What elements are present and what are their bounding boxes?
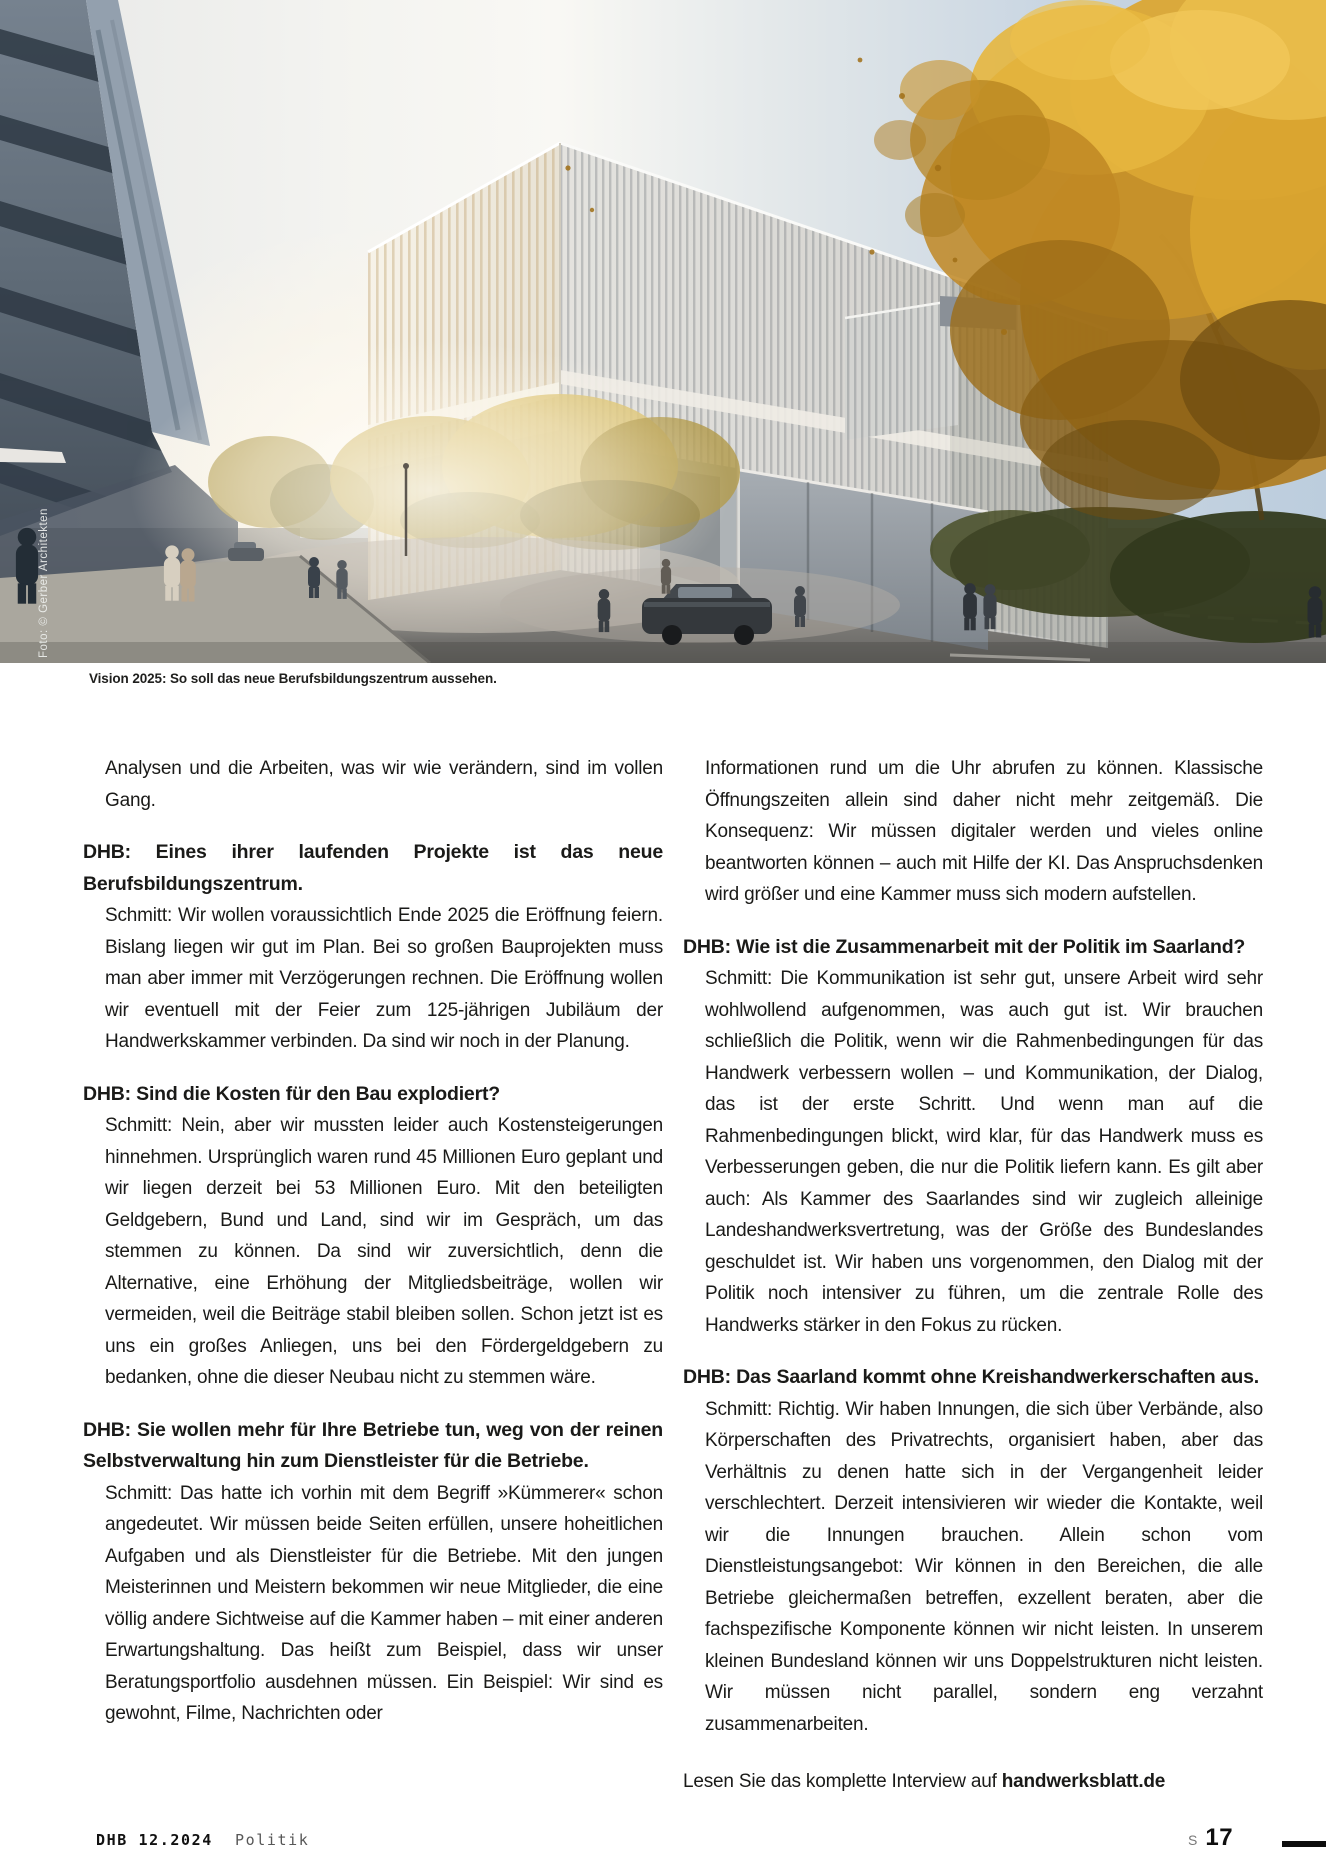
footer-rule bbox=[1282, 1841, 1326, 1847]
architecture-rendering-photo bbox=[0, 0, 1326, 663]
interview-answer: Schmitt: Wir wollen voraussichtlich Ende 2025 die Eröffnung feiern. Bislang liegen wir gut im Plan. Bei so großen Bauprojekten muss man aber immer mit Verzögerungen rechnen. Die Eröffnung wollen wir eventuell mit der Feier zum 125-jährigen Jubiläum der Handwerkskammer verbinden. Da sind wir noch in der Planung. bbox=[105, 905, 663, 1052]
interview-answer: Schmitt: Die Kommunikation ist sehr gut, unsere Arbeit wird sehr wohlwollend aufgenommen, was auch gut ist. Wir brauchen schließlich die Politik, wenn wir die Rahmenbedingungen für das Handwerk verbessern wollen – und Kommunikation, der Dialog, das ist der erste Schritt. Und wenn man auf die Rahmenbedingungen blickt, wird klar, für das Handwerk muss es Verbesserungen geben, die nur die Politik liefern kann. Es gilt aber auch: Als Kammer des Saarlandes sind wir zugleich alleinige Landeshandwerksvertretung, was der Größe des Bundeslandes geschuldet ist. Wir haben uns vorgenommen, den Dialog mit der Politik noch intensiver zu führen, um die zentrale Rolle des Handwerks stärker in den Fokus zu rücken. bbox=[705, 968, 1263, 1336]
photo-credit: Foto: © Gerber Architekten bbox=[38, 508, 50, 658]
interview-question: DHB: Sie wollen mehr für Ihre Betriebe tun, weg von der reinen Selbstverwaltung hin zum Dienstleister für die Betriebe. bbox=[83, 1418, 663, 1472]
interview-question: DHB: Sind die Kosten für den Bau explodiert? bbox=[83, 1082, 500, 1105]
page-number: 17 bbox=[1205, 1824, 1234, 1851]
interview-answer: Schmitt: Nein, aber wir mussten leider auch Kostensteigerungen hinnehmen. Ursprünglich waren rund 45 Millionen Euro geplant und wir liegen derzeit bei 53 Millionen Euro. Mit den beteiligten Geldgebern, Bund und Land, sind wir im Gespräch, um das stemmen zu können. Da sind wir zuversichtlich, denn die Alternative, eine Erhöhung der Mitgliedsbeiträge, wollen wir vermeiden, weil die Beiträge stabil bleiben sollen. Schon jetzt ist es uns ein großes Anliegen, uns bei den Fördergeldgebern zu bedanken, ohne die dieser Neubau nicht zu stemmen wäre. bbox=[105, 1115, 663, 1388]
interview-question: DHB: Eines ihrer laufenden Projekte ist das neue Berufsbildungszentrum. bbox=[83, 841, 663, 895]
footer-section: Politik bbox=[234, 1831, 310, 1849]
footer-page-number bbox=[1188, 1824, 1233, 1852]
photo-caption: Vision 2025: So soll das neue Berufsbildungszentrum aussehen. bbox=[89, 671, 497, 686]
page-prefix: S bbox=[1188, 1832, 1199, 1848]
read-more-line bbox=[683, 1766, 1263, 1798]
website-link[interactable]: handwerksblatt.de bbox=[1001, 1771, 1166, 1792]
interview-answer: Informationen rund um die Uhr abrufen zu können. Klassische Öffnungszeiten allein sind daher nicht mehr zeitgemäß. Die Konsequenz: Wir müssen digitaler werden und vieles online beantworten können – auch mit Hilfe der KI. Das Anspruchsdenken wird größer und eine Kammer muss sich modern aufstellen. bbox=[705, 758, 1263, 905]
article-body bbox=[83, 753, 1263, 1798]
interview-answer: Analysen und die Arbeiten, was wir wie verändern, sind im vollen Gang. bbox=[105, 758, 663, 811]
interview-answer: Schmitt: Das hatte ich vorhin mit dem Begriff »Kümmerer« schon angedeutet. Wir müssen beide Seiten erfüllen, unsere hoheitlichen Aufgaben und als Dienstleister für die Betriebe. Mit den jungen Meisterinnen und Meistern bekommen wir neue Mitglieder, die eine völlig andere Sichtweise auf die Kammer haben – mit einer anderen Erwartungshaltung. Das heißt zum Beispiel, dass wir unser Beratungsportfolio ausdehnen müssen. Ein Beispiel: Wir sind es gewohnt, Filme, Nachrichten oder bbox=[105, 1482, 663, 1724]
column-right bbox=[683, 753, 1263, 1798]
footer-issue-section bbox=[96, 1831, 309, 1849]
column-left bbox=[83, 753, 663, 1798]
interview-question: DHB: Wie ist die Zusammenarbeit mit der Politik im Saarland? bbox=[683, 935, 1246, 958]
read-more-text: Lesen Sie das komplette Interview auf bbox=[683, 1771, 1002, 1792]
footer-issue: DHB 12.2024 bbox=[96, 1831, 213, 1849]
interview-question: DHB: Das Saarland kommt ohne Kreishandwerkerschaften aus. bbox=[683, 1366, 1259, 1388]
interview-answer: Schmitt: Richtig. Wir haben Innungen, die sich über Verbände, also Körperschaften des Privatrechts, organisiert haben, aber das Verhältnis zu denen hatte sich in der Vergangenheit leider verschlechtert. Derzeit intensivieren wir wieder die Kontakte, weil wir die Innungen brauchen. Allein schon vom Dienstleistungsangebot: Wir können in den Bereichen, die alle Betriebe gleichermaßen betreffen, exzellent beraten, aber die fachspezifische Komponente können wir nicht leisten. In unserem kleinen Bundesland können wir uns Doppelstrukturen nicht leisten. Wir müssen nicht parallel, sondern eng verzahnt zusammenarbeiten. bbox=[705, 1398, 1263, 1735]
